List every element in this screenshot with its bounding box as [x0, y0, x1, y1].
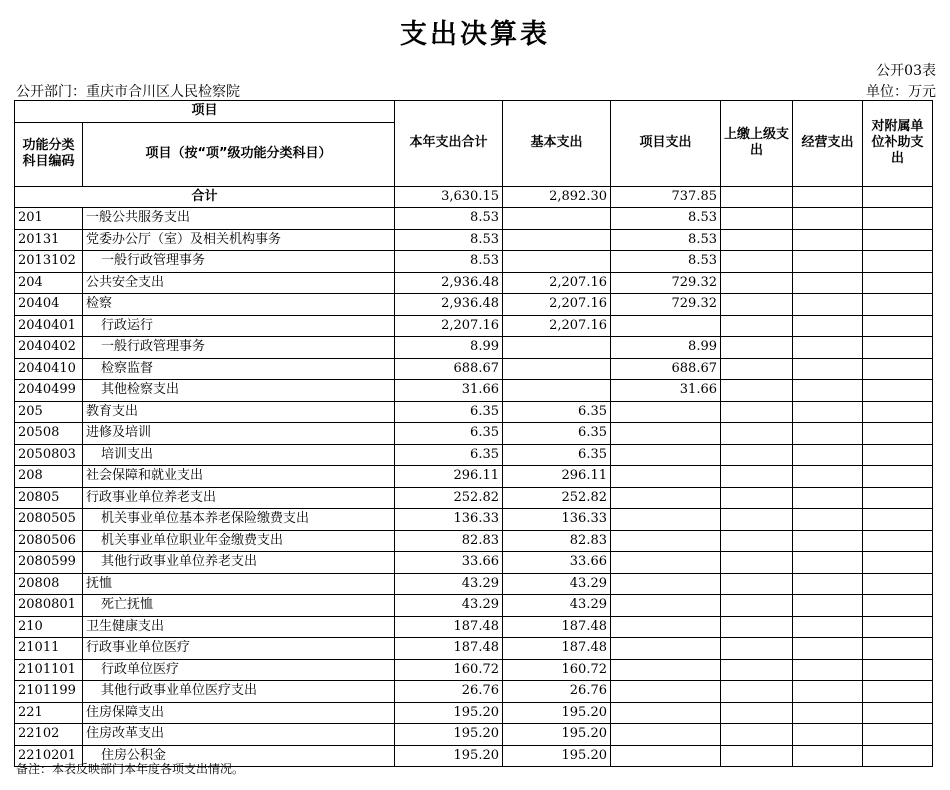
row-total: 688.67 [395, 358, 503, 380]
row-project [611, 509, 721, 531]
row-project [611, 573, 721, 595]
row-code: 20131 [15, 229, 83, 251]
row-project [611, 401, 721, 423]
row-upper [721, 380, 793, 402]
row-name: 其他行政事业单位医疗支出 [83, 681, 395, 703]
row-total: 33.66 [395, 552, 503, 574]
row-name: 其他检察支出 [83, 380, 395, 402]
row-subsidy [863, 616, 933, 638]
header-business: 经营支出 [793, 101, 863, 187]
row-basic: 6.35 [503, 423, 611, 445]
row-basic: 2,207.16 [503, 294, 611, 316]
form-code: 公开03表 [876, 63, 936, 79]
row-subsidy [863, 552, 933, 574]
table-row [15, 272, 933, 294]
row-total: 2,936.48 [395, 294, 503, 316]
row-business [793, 530, 863, 552]
row-business [793, 272, 863, 294]
row-total: 8.53 [395, 229, 503, 251]
row-business [793, 337, 863, 359]
row-subsidy [863, 294, 933, 316]
row-basic: 6.35 [503, 444, 611, 466]
row-project: 729.32 [611, 294, 721, 316]
row-name: 行政单位医疗 [83, 659, 395, 681]
row-name: 行政运行 [83, 315, 395, 337]
page-title: 支出决算表 [400, 19, 550, 50]
row-basic: 2,207.16 [503, 315, 611, 337]
row-name: 机关事业单位基本养老保险缴费支出 [83, 509, 395, 531]
table-row [15, 444, 933, 466]
row-name: 行政事业单位医疗 [83, 638, 395, 660]
row-subsidy [863, 423, 933, 445]
row-business [793, 681, 863, 703]
table-row [15, 509, 933, 531]
row-upper [721, 638, 793, 660]
row-basic: 43.29 [503, 573, 611, 595]
row-total: 6.35 [395, 401, 503, 423]
table-row [15, 681, 933, 703]
row-subsidy [863, 272, 933, 294]
row-total: 8.99 [395, 337, 503, 359]
row-code: 20808 [15, 573, 83, 595]
row-upper [721, 251, 793, 273]
row-code: 2040499 [15, 380, 83, 402]
row-project [611, 724, 721, 746]
total-subsidy [863, 186, 933, 208]
row-basic: 82.83 [503, 530, 611, 552]
header-project-expense: 项目支出 [611, 101, 721, 187]
row-name: 卫生健康支出 [83, 616, 395, 638]
header-total: 本年支出合计 [395, 101, 503, 187]
row-basic: 6.35 [503, 401, 611, 423]
row-business [793, 251, 863, 273]
row-basic: 296.11 [503, 466, 611, 488]
expenditure-table [14, 100, 933, 767]
row-upper [721, 552, 793, 574]
header-subsidy: 对附属单位补助支出 [863, 101, 933, 187]
row-project [611, 315, 721, 337]
row-code: 2101199 [15, 681, 83, 703]
row-basic: 2,207.16 [503, 272, 611, 294]
total-row [15, 186, 933, 208]
table-row [15, 702, 933, 724]
row-name: 检察监督 [83, 358, 395, 380]
row-subsidy [863, 702, 933, 724]
row-basic: 195.20 [503, 745, 611, 767]
row-business [793, 294, 863, 316]
row-subsidy [863, 229, 933, 251]
row-subsidy [863, 315, 933, 337]
table-row [15, 487, 933, 509]
row-name: 检察 [83, 294, 395, 316]
row-subsidy [863, 509, 933, 531]
row-subsidy [863, 487, 933, 509]
row-code: 208 [15, 466, 83, 488]
row-project [611, 444, 721, 466]
row-project [611, 423, 721, 445]
row-code: 2050803 [15, 444, 83, 466]
row-business [793, 659, 863, 681]
table-row [15, 315, 933, 337]
row-upper [721, 595, 793, 617]
row-code: 21011 [15, 638, 83, 660]
row-subsidy [863, 530, 933, 552]
row-business [793, 208, 863, 230]
row-subsidy [863, 724, 933, 746]
row-business [793, 466, 863, 488]
row-upper [721, 229, 793, 251]
total-amount: 3,630.15 [395, 186, 503, 208]
row-subsidy [863, 358, 933, 380]
row-subsidy [863, 745, 933, 767]
row-total: 187.48 [395, 638, 503, 660]
row-code: 205 [15, 401, 83, 423]
row-total: 296.11 [395, 466, 503, 488]
row-business [793, 616, 863, 638]
row-upper [721, 509, 793, 531]
table-row [15, 380, 933, 402]
table-row [15, 595, 933, 617]
row-business [793, 358, 863, 380]
department-label: 公开部门：重庆市合川区人民检察院 [16, 84, 240, 100]
row-business [793, 724, 863, 746]
row-basic: 195.20 [503, 702, 611, 724]
row-code: 210 [15, 616, 83, 638]
row-code: 221 [15, 702, 83, 724]
row-code: 2101101 [15, 659, 83, 681]
row-name: 教育支出 [83, 401, 395, 423]
table-row [15, 573, 933, 595]
header-name: 项目（按“项”级功能分类科目） [83, 122, 395, 186]
footnote: 备注：本表反映部门本年度各项支出情况。 [16, 762, 245, 776]
header-code: 功能分类科目编码 [15, 122, 83, 186]
row-name: 抚恤 [83, 573, 395, 595]
row-name: 一般行政管理事务 [83, 337, 395, 359]
row-code: 2080505 [15, 509, 83, 531]
row-upper [721, 616, 793, 638]
row-total: 26.76 [395, 681, 503, 703]
row-upper [721, 573, 793, 595]
row-basic: 252.82 [503, 487, 611, 509]
row-project [611, 702, 721, 724]
row-basic: 195.20 [503, 724, 611, 746]
row-name: 死亡抚恤 [83, 595, 395, 617]
row-basic: 160.72 [503, 659, 611, 681]
row-total: 195.20 [395, 702, 503, 724]
unit-label: 单位：万元 [866, 84, 936, 100]
row-upper [721, 444, 793, 466]
total-basic: 2,892.30 [503, 186, 611, 208]
row-name: 社会保障和就业支出 [83, 466, 395, 488]
row-upper [721, 294, 793, 316]
row-total: 6.35 [395, 423, 503, 445]
row-project: 8.99 [611, 337, 721, 359]
row-basic [503, 229, 611, 251]
row-project: 31.66 [611, 380, 721, 402]
row-project [611, 681, 721, 703]
row-subsidy [863, 595, 933, 617]
table-row [15, 208, 933, 230]
row-code: 2040402 [15, 337, 83, 359]
table-row [15, 466, 933, 488]
row-business [793, 229, 863, 251]
row-code: 20404 [15, 294, 83, 316]
row-name: 住房公积金 [83, 745, 395, 767]
row-code: 20805 [15, 487, 83, 509]
row-name: 培训支出 [83, 444, 395, 466]
row-business [793, 573, 863, 595]
row-upper [721, 466, 793, 488]
row-code: 2080599 [15, 552, 83, 574]
table-row [15, 530, 933, 552]
table-row [15, 659, 933, 681]
row-name: 机关事业单位职业年金缴费支出 [83, 530, 395, 552]
row-business [793, 315, 863, 337]
table-row [15, 552, 933, 574]
row-subsidy [863, 573, 933, 595]
table-row [15, 401, 933, 423]
row-business [793, 487, 863, 509]
row-project: 8.53 [611, 251, 721, 273]
row-upper [721, 272, 793, 294]
row-business [793, 745, 863, 767]
row-total: 252.82 [395, 487, 503, 509]
row-project [611, 552, 721, 574]
row-code: 2040401 [15, 315, 83, 337]
row-upper [721, 745, 793, 767]
row-total: 6.35 [395, 444, 503, 466]
total-label: 合计 [15, 186, 395, 208]
row-subsidy [863, 659, 933, 681]
row-upper [721, 487, 793, 509]
row-code: 2080801 [15, 595, 83, 617]
row-subsidy [863, 337, 933, 359]
row-name: 行政事业单位养老支出 [83, 487, 395, 509]
row-upper [721, 530, 793, 552]
row-project [611, 530, 721, 552]
row-business [793, 423, 863, 445]
row-total: 43.29 [395, 573, 503, 595]
row-total: 43.29 [395, 595, 503, 617]
row-name: 住房保障支出 [83, 702, 395, 724]
total-upper [721, 186, 793, 208]
row-upper [721, 724, 793, 746]
table-row [15, 251, 933, 273]
row-code: 22102 [15, 724, 83, 746]
row-code: 2210201 [15, 745, 83, 767]
row-upper [721, 702, 793, 724]
row-business [793, 401, 863, 423]
row-total: 31.66 [395, 380, 503, 402]
row-upper [721, 315, 793, 337]
row-total: 82.83 [395, 530, 503, 552]
row-basic [503, 380, 611, 402]
row-project [611, 659, 721, 681]
header-basic: 基本支出 [503, 101, 611, 187]
row-project [611, 638, 721, 660]
row-business [793, 444, 863, 466]
row-name: 进修及培训 [83, 423, 395, 445]
row-business [793, 509, 863, 531]
row-subsidy [863, 681, 933, 703]
row-basic [503, 251, 611, 273]
row-subsidy [863, 208, 933, 230]
row-upper [721, 423, 793, 445]
table-row [15, 423, 933, 445]
row-basic [503, 208, 611, 230]
row-project [611, 616, 721, 638]
row-business [793, 595, 863, 617]
row-project: 8.53 [611, 208, 721, 230]
row-project [611, 487, 721, 509]
row-business [793, 552, 863, 574]
table-row [15, 724, 933, 746]
table-row [15, 616, 933, 638]
total-project: 737.85 [611, 186, 721, 208]
row-project: 688.67 [611, 358, 721, 380]
row-upper [721, 659, 793, 681]
total-business [793, 186, 863, 208]
row-basic: 33.66 [503, 552, 611, 574]
row-code: 204 [15, 272, 83, 294]
row-subsidy [863, 444, 933, 466]
row-basic: 187.48 [503, 638, 611, 660]
row-subsidy [863, 251, 933, 273]
table-row [15, 358, 933, 380]
row-business [793, 380, 863, 402]
row-total: 195.20 [395, 724, 503, 746]
row-basic: 26.76 [503, 681, 611, 703]
row-basic: 187.48 [503, 616, 611, 638]
row-project [611, 595, 721, 617]
row-name: 党委办公厅（室）及相关机构事务 [83, 229, 395, 251]
table-row [15, 337, 933, 359]
row-project [611, 745, 721, 767]
row-business [793, 702, 863, 724]
row-upper [721, 358, 793, 380]
row-name: 一般行政管理事务 [83, 251, 395, 273]
row-upper [721, 681, 793, 703]
row-subsidy [863, 401, 933, 423]
row-name: 住房改革支出 [83, 724, 395, 746]
row-basic: 136.33 [503, 509, 611, 531]
header-project: 项目 [15, 101, 395, 123]
row-project [611, 466, 721, 488]
header-upper: 上缴上级支出 [721, 101, 793, 187]
row-code: 2040410 [15, 358, 83, 380]
table-row [15, 638, 933, 660]
row-upper [721, 337, 793, 359]
row-upper [721, 208, 793, 230]
row-code: 201 [15, 208, 83, 230]
row-upper [721, 401, 793, 423]
row-project: 8.53 [611, 229, 721, 251]
row-code: 2080506 [15, 530, 83, 552]
row-basic [503, 358, 611, 380]
row-business [793, 638, 863, 660]
row-name: 其他行政事业单位养老支出 [83, 552, 395, 574]
row-name: 公共安全支出 [83, 272, 395, 294]
row-total: 136.33 [395, 509, 503, 531]
row-total: 187.48 [395, 616, 503, 638]
table-row [15, 229, 933, 251]
row-total: 2,207.16 [395, 315, 503, 337]
row-total: 160.72 [395, 659, 503, 681]
row-project: 729.32 [611, 272, 721, 294]
row-basic [503, 337, 611, 359]
row-name: 一般公共服务支出 [83, 208, 395, 230]
row-basic: 43.29 [503, 595, 611, 617]
row-subsidy [863, 638, 933, 660]
table-row [15, 294, 933, 316]
row-subsidy [863, 380, 933, 402]
row-total: 8.53 [395, 251, 503, 273]
row-total: 8.53 [395, 208, 503, 230]
row-subsidy [863, 466, 933, 488]
row-total: 195.20 [395, 745, 503, 767]
row-code: 2013102 [15, 251, 83, 273]
row-total: 2,936.48 [395, 272, 503, 294]
row-code: 20508 [15, 423, 83, 445]
